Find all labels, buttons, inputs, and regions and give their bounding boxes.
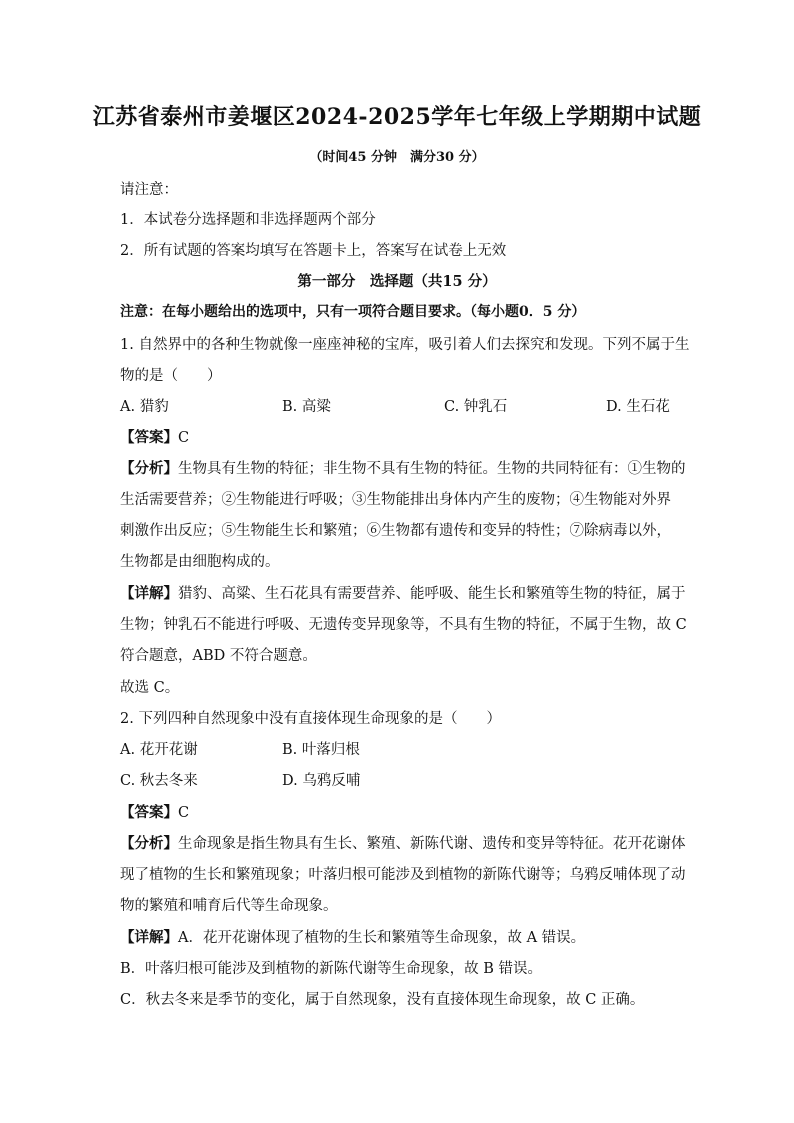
- question-2-answer: [120, 801, 189, 822]
- option-b: B. 叶落归根: [282, 742, 360, 758]
- section-title: 第一部分 选择题（共15 分）: [297, 273, 497, 290]
- notice-heading: 请注意：: [120, 182, 178, 198]
- analysis-text: 生命现象是指生物具有生长、繁殖、新陈代谢、遗传和变异等特征。花开花谢体: [178, 836, 686, 852]
- analysis-text: 现了植物的生长和繁殖现象；叶落归根可能涉及到植物的新陈代谢等；乌鸦反哺体现了动: [120, 867, 686, 883]
- question-1-analysis: [120, 457, 686, 478]
- question-1-answer: [120, 426, 189, 447]
- answer-value: C: [178, 430, 190, 446]
- question-1-options: [120, 395, 675, 415]
- question-1-detail: [120, 582, 686, 603]
- answer-tag: 【答案】: [120, 429, 178, 446]
- page-title: 江苏省泰州市姜堰区2024-2025学年七年级上学期期中试题: [92, 104, 702, 130]
- detail-text: C．秋去冬来是季节的变化，属于自然现象，没有直接体现生命现象，故 C 正确。: [120, 992, 645, 1008]
- question-2-detail: [120, 926, 585, 947]
- option-a: A. 猎豹: [120, 399, 169, 415]
- detail-text: B．叶落归根可能涉及到植物的新陈代谢等生命现象，故 B 错误。: [120, 961, 543, 977]
- detail-text: 故选 C。: [120, 680, 180, 696]
- analysis-text: 生物都是由细胞构成的。: [120, 554, 280, 570]
- option-a: A. 花开花谢: [120, 742, 198, 758]
- detail-text: 符合题意，ABD 不符合题意。: [120, 648, 317, 664]
- detail-text: 生物；钟乳石不能进行呼吸、无遗传变异现象等，不具有生物的特征，不属于生物，故 C: [120, 617, 687, 633]
- question-1-stem: 物的是（ ）: [120, 368, 222, 384]
- question-2-options: [120, 769, 675, 789]
- analysis-text: 生活需要营养；②生物能进行呼吸；③生物能排出身体内产生的废物；④生物能对外界: [120, 492, 671, 508]
- question-2-analysis: [120, 832, 686, 853]
- notice-item: 2．所有试题的答案均填写在答题卡上，答案写在试卷上无效: [120, 243, 507, 259]
- section-note: 注意：在每小题给出的选项中，只有一项符合题目要求。（每小题0．5 分）: [120, 304, 586, 320]
- analysis-tag: 【分析】: [120, 460, 178, 477]
- analysis-text: 生物具有生物的特征；非生物不具有生物的特征。生物的共同特征有：①生物的: [178, 461, 686, 477]
- option-b: B. 高粱: [282, 399, 331, 415]
- option-c: C. 秋去冬来: [120, 773, 198, 789]
- analysis-text: 刺激作出反应；⑤生物能生长和繁殖；⑥生物都有遗传和变异的特性；⑦除病毒以外，: [120, 523, 671, 539]
- detail-text: A．花开花谢体现了植物的生长和繁殖等生命现象，故 A 错误。: [178, 930, 586, 946]
- notice-item: 1．本试卷分选择题和非选择题两个部分: [120, 212, 376, 228]
- answer-tag: 【答案】: [120, 804, 178, 821]
- option-d: D. 乌鸦反哺: [282, 773, 361, 789]
- detail-tag: 【详解】: [120, 929, 178, 946]
- option-d: D. 生石花: [606, 399, 670, 415]
- question-2-options: [120, 738, 675, 758]
- analysis-text: 物的繁殖和哺育后代等生命现象。: [120, 898, 338, 914]
- answer-value: C: [178, 805, 190, 821]
- exam-time-score: （时间45 分钟 满分30 分）: [309, 150, 485, 165]
- detail-text: 猎豹、高粱、生石花具有需要营养、能呼吸、能生长和繁殖等生物的特征，属于: [178, 586, 686, 602]
- question-1-stem: 1. 自然界中的各种生物就像一座座神秘的宝库，吸引着人们去探究和发现。下列不属于生: [120, 337, 690, 353]
- detail-tag: 【详解】: [120, 585, 178, 602]
- option-c: C. 钟乳石: [444, 399, 508, 415]
- question-2-stem: 2. 下列四种自然现象中没有直接体现生命现象的是（ ）: [120, 711, 501, 727]
- analysis-tag: 【分析】: [120, 835, 178, 852]
